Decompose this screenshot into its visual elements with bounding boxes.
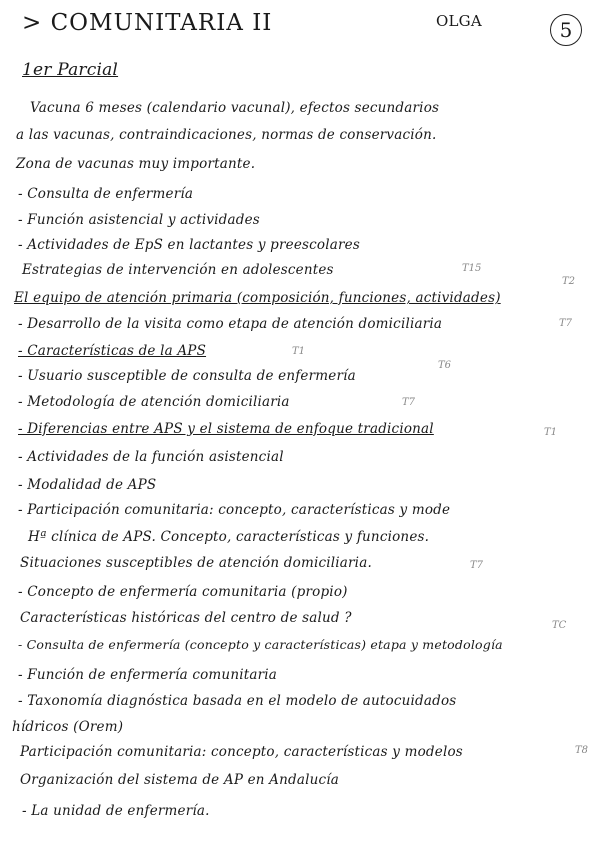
topic-note: T7	[470, 560, 484, 571]
note-line: - Actividades de la función asistencial	[18, 449, 284, 465]
section-heading: 1er Parcial	[22, 60, 119, 80]
note-line: hídricos (Orem)	[12, 719, 124, 735]
note-line: Hª clínica de APS. Concepto, características y funciones.	[28, 529, 430, 545]
note-line: - Función de enfermería comunitaria	[18, 667, 278, 683]
note-line: El equipo de atención primaria (composición, funciones, actividades)	[14, 290, 501, 306]
topic-note: TC	[552, 620, 567, 631]
note-line: Características históricas del centro de salud ?	[20, 610, 352, 626]
topic-note: T8	[575, 745, 589, 756]
note-line: - Modalidad de APS	[18, 477, 157, 493]
topic-note: T6	[438, 360, 452, 371]
note-line: - La unidad de enfermería.	[22, 803, 210, 819]
note-line: Organización del sistema de AP en Andalucía	[20, 772, 340, 788]
note-line: - Diferencias entre APS y el sistema de enfoque tradicional	[18, 421, 434, 437]
topic-note: T2	[562, 276, 576, 287]
page-number: 5	[550, 14, 582, 46]
note-line: a las vacunas, contraindicaciones, normas de conservación.	[16, 127, 437, 143]
topic-note: T7	[559, 318, 573, 329]
note-line: - Características de la APS	[18, 343, 207, 359]
topic-note: T1	[544, 427, 558, 438]
note-line: Zona de vacunas muy importante.	[16, 156, 256, 172]
note-line: - Consulta de enfermería (concepto y características) etapa y metodología	[18, 637, 503, 652]
topic-note: T15	[462, 263, 482, 274]
note-line: - Metodología de atención domiciliaria	[18, 394, 290, 410]
note-line: - Desarrollo de la visita como etapa de atención domiciliaria	[18, 316, 443, 332]
topic-note: T1	[292, 346, 306, 357]
note-line: - Consulta de enfermería	[18, 186, 194, 202]
note-line: Vacuna 6 meses (calendario vacunal), efectos secundarios	[30, 100, 440, 116]
note-line: Estrategias de intervención en adolescentes	[22, 262, 334, 278]
note-line: - Concepto de enfermería comunitaria (propio)	[18, 584, 348, 600]
note-line: - Actividades de EpS en lactantes y preescolares	[18, 237, 360, 253]
note-line: - Taxonomía diagnóstica basada en el modelo de autocuidados	[18, 693, 457, 709]
author-name: OLGA	[436, 12, 482, 30]
topic-note: T7	[402, 397, 416, 408]
page-title: > COMUNITARIA II	[22, 10, 273, 36]
note-line: - Usuario susceptible de consulta de enfermería	[18, 368, 356, 384]
note-line: Situaciones susceptibles de atención domiciliaria.	[20, 555, 372, 571]
note-line: - Participación comunitaria: concepto, características y mode	[18, 502, 451, 518]
note-line: - Función asistencial y actividades	[18, 212, 260, 228]
note-line: Participación comunitaria: concepto, características y modelos	[20, 744, 463, 760]
